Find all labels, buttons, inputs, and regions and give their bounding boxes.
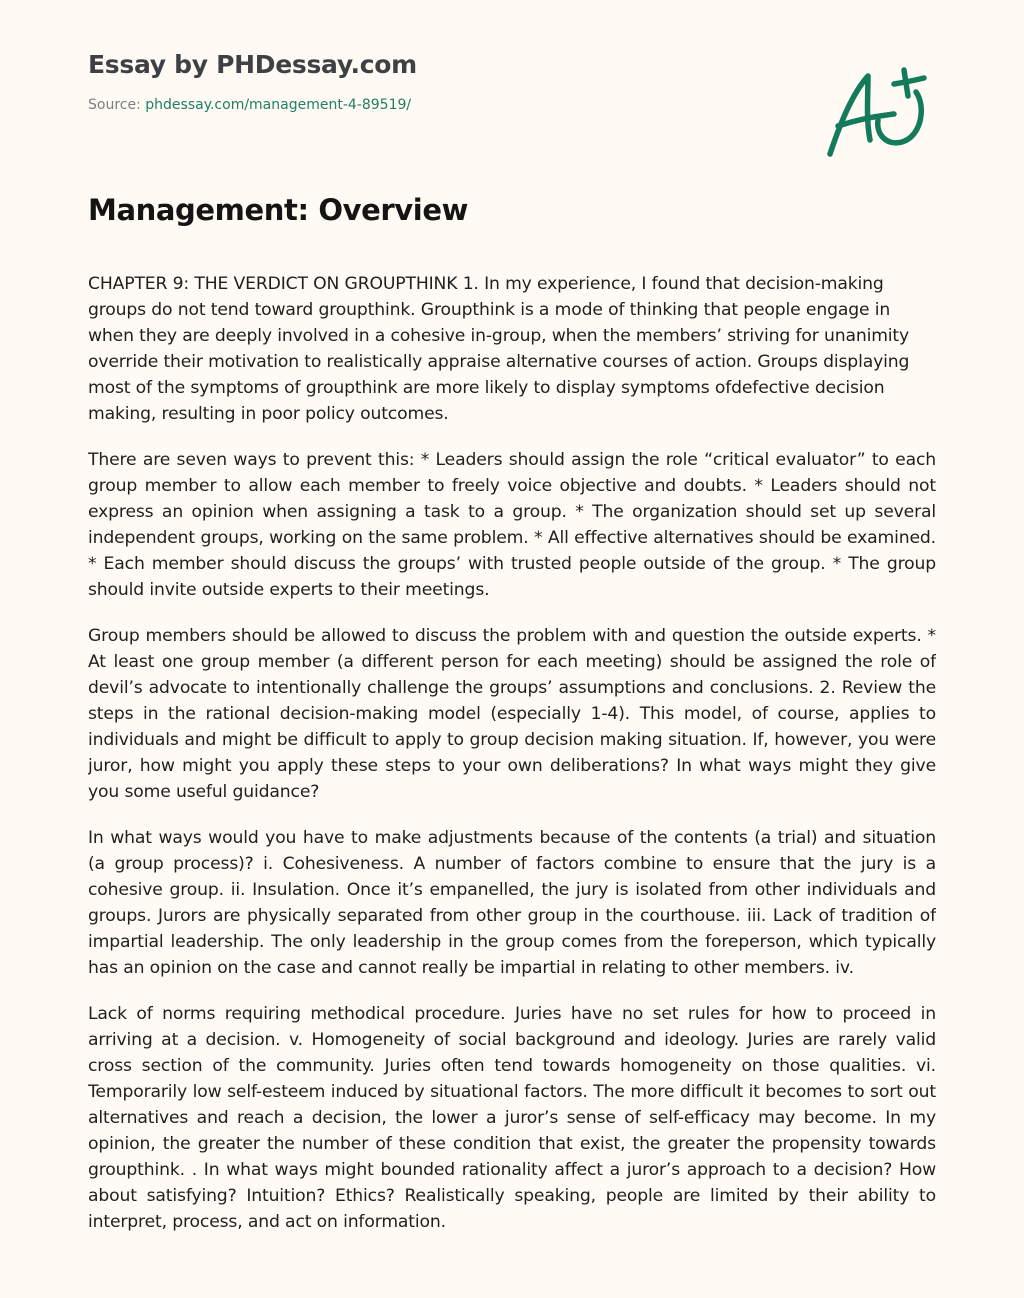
a-plus-grade-icon xyxy=(822,62,932,162)
essay-paragraph: Group members should be allowed to discuss the problem with and question the outside experts. * At least one group member (a different person for each meeting) should be assigned the role of devil’s advocate to intentionally challenge the groups’ assumptions and conclusions. 2. Review the steps in the rational decision-making model (especially 1-4). This model, of course, applies to individuals and might be difficult to apply to group decision making situation. If, however, you were juror, how might you apply these steps to your own deliberations? In what ways might they give you some useful guidance? xyxy=(88,626,936,802)
source-link[interactable]: phdessay.com/management-4-89519/ xyxy=(145,97,412,113)
essay-paragraph: There are seven ways to prevent this: * Leaders should assign the role “critical evaluator” to each group member to allow each member to freely voice objective and doubts. * Leaders should not express an opinion when assigning a task to a group. * The organization should set up several independent groups, working on the same problem. * All effective alternatives should be examined. * Each member should discuss the groups’ with trusted people outside of the group. * The group should invite outside experts to their meetings. xyxy=(88,450,936,600)
essay-body xyxy=(88,271,936,1250)
site-header xyxy=(88,48,788,114)
site-title: Essay by PHDessay.com xyxy=(88,50,417,79)
essay-paragraph: Lack of norms requiring methodical procedure. Juries have no set rules for how to proceed in arriving at a decision. v. Homogeneity of social background and ideology. Juries are rarely valid cross section of the community. Juries often tend towards homogeneity on those qualities. vi. Temporarily low self-esteem induced by situational factors. The more difficult it becomes to sort out alternatives and reach a decision, the lower a juror’s sense of self-efficacy may become. In my opinion, the greater the number of these condition that exist, the greater the propensity towards groupthink. . In what ways might bounded rationality affect a juror’s approach to a decision? How about satisfying? Intuition? Ethics? Realistically speaking, people are limited by their ability to interpret, process, and act on information. xyxy=(88,1004,936,1232)
essay-paragraph: In what ways would you have to make adjustments because of the contents (a trial) and situation (a group process)? i. Cohesiveness. A number of factors combine to ensure that the jury is a cohesive group. ii. Insulation. Once it’s empanelled, the jury is isolated from other individuals and groups. Jurors are physically separated from other group in the courthouse. iii. Lack of tradition of impartial leadership. The only leadership in the group comes from the foreperson, which typically has an opinion on the case and cannot really be impartial in relating to other members. iv. xyxy=(88,828,936,978)
source-line xyxy=(88,96,788,114)
source-label: Source: xyxy=(88,97,146,113)
page-title: Management: Overview xyxy=(88,193,468,227)
essay-paragraph: CHAPTER 9: THE VERDICT ON GROUPTHINK 1. In my experience, I found that decision-making groups do not tend toward groupthink. Groupthink is a mode of thinking that people engage in when they are deeply involved in a cohesive in-group, when the members’ striving for unanimity override their motivation to realistically appraise alternative courses of action. Groups displaying most of the symptoms of groupthink are more likely to display symptoms ofdefective decision making, resulting in poor policy outcomes. xyxy=(88,274,910,424)
